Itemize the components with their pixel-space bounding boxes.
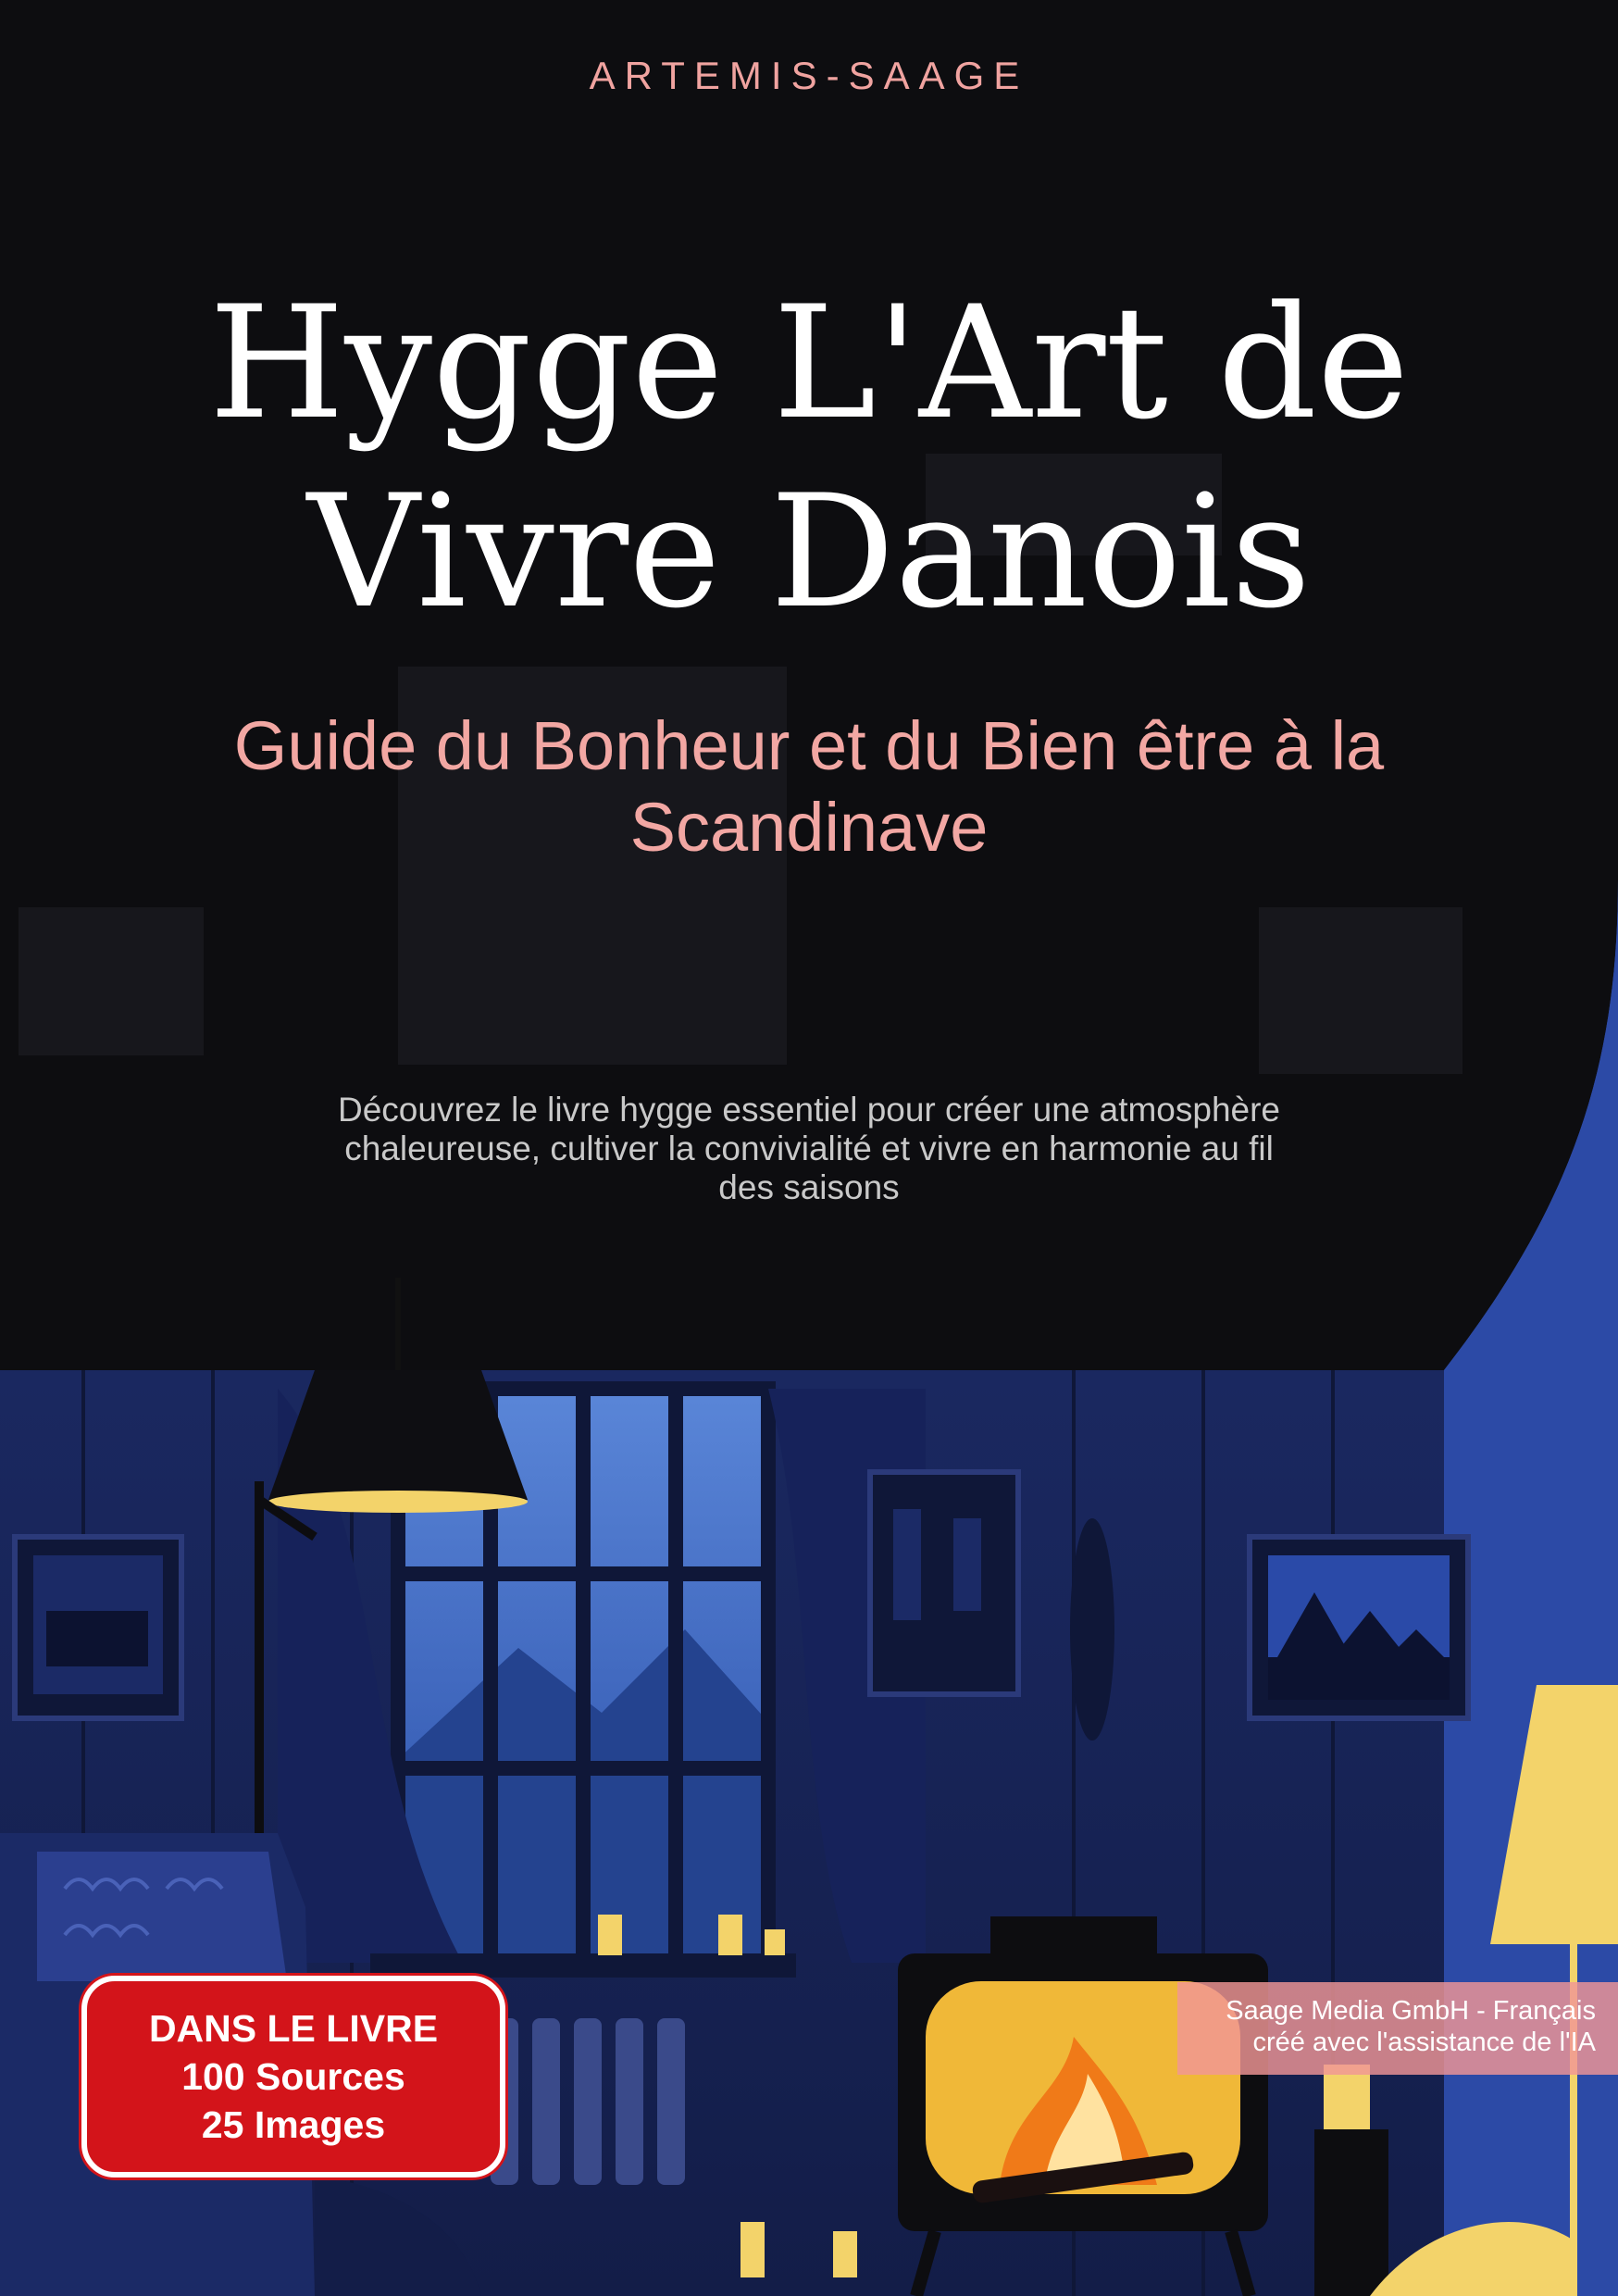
subtitle-line-2: Scandinave [629,789,989,866]
book-tagline [268,1091,1350,1207]
title-line-2: Vivre Danois [306,461,1312,643]
tagline-line-2: chaleureuse, cultiver la convivialité et vivre en harmonie au fil [344,1129,1274,1167]
title-line-1: Hygge L'Art de [208,272,1410,454]
badge-line-1: DANS LE LIVRE [148,2007,439,2050]
publisher-label [1177,1982,1618,2075]
subtitle-line-1: Guide du Bonheur et du Bien être à la [233,707,1385,784]
contents-badge [81,1976,505,2177]
book-subtitle [130,705,1488,868]
tagline-line-3: des saisons [718,1168,900,1206]
publisher-line-1: Saage Media GmbH - Français [1226,1996,1596,2026]
author-name: ARTEMIS-SAAGE [589,54,1029,97]
publisher-line-2: créé avec l'assistance de l'IA [1252,2028,1596,2057]
tagline-line-1: Découvrez le livre hygge essentiel pour créer une atmosphère [337,1091,1281,1129]
badge-line-2: 100 Sources [181,2055,405,2098]
badge-line-3: 25 Images [201,2103,386,2146]
book-title [93,268,1525,646]
